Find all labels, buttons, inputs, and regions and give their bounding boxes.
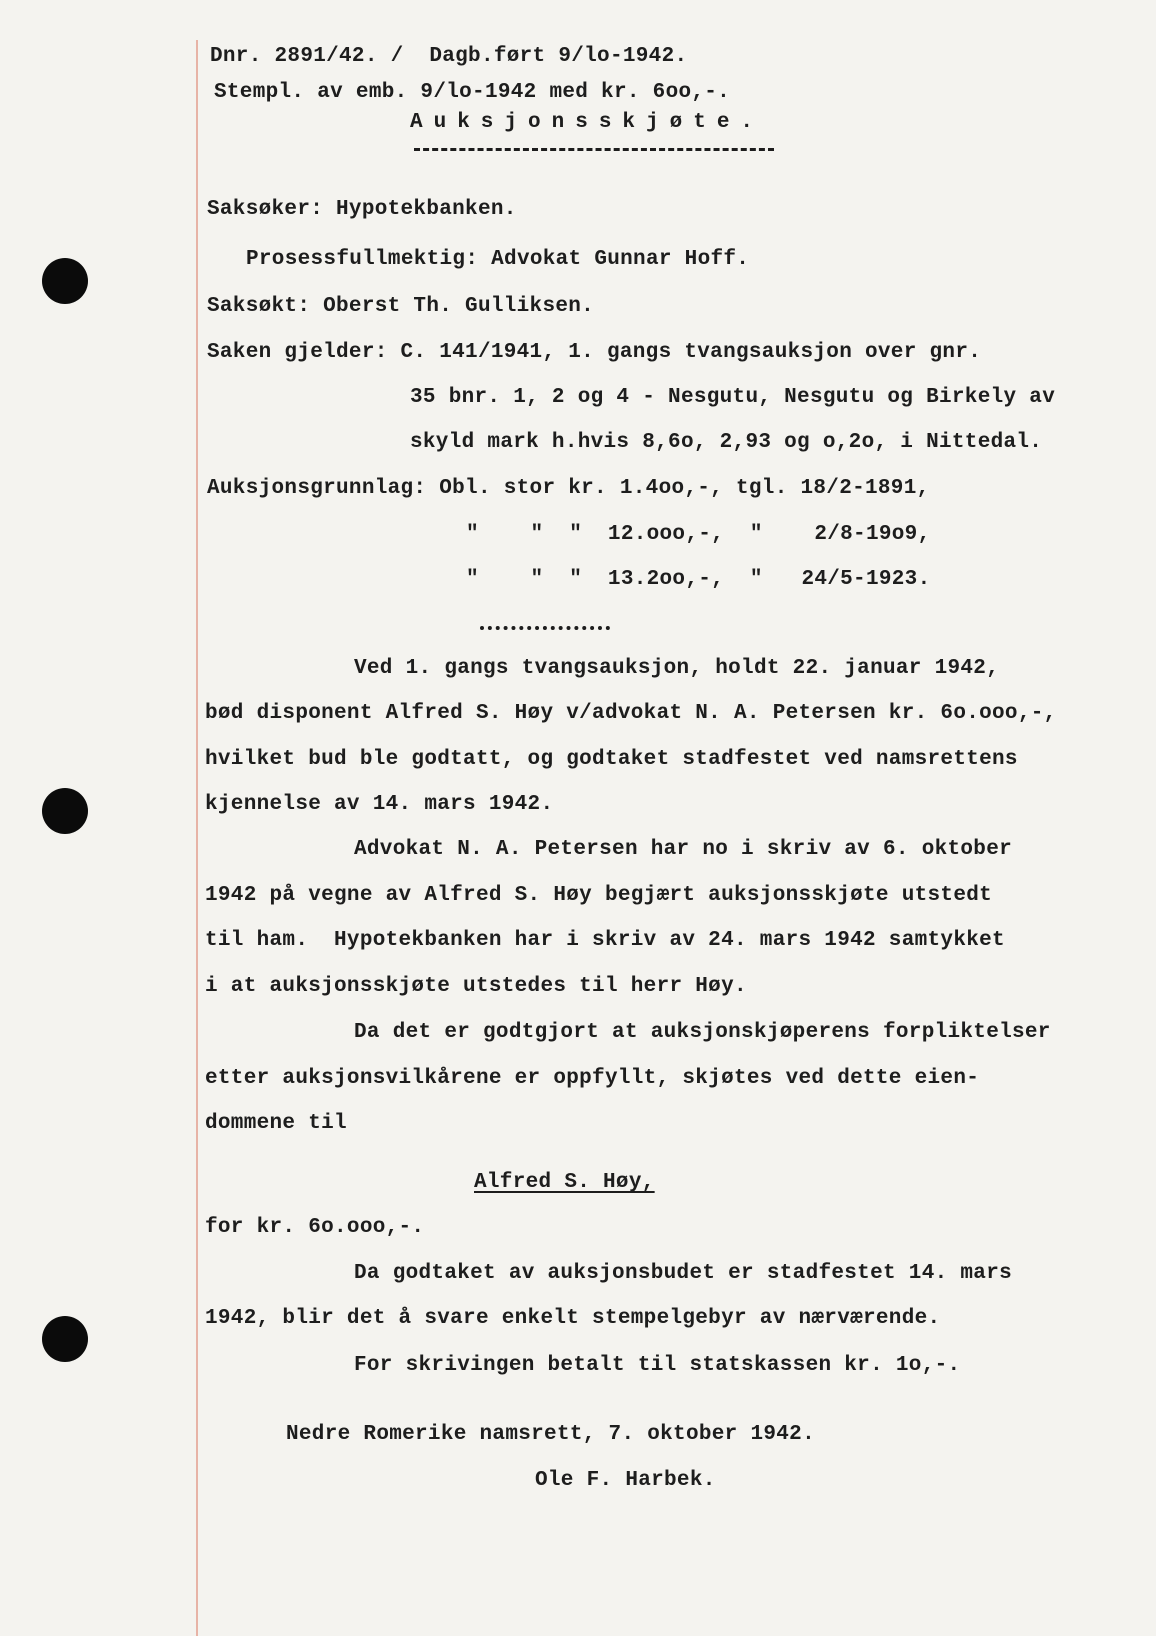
paragraph-1-line-2: bød disponent Alfred S. Høy v/advokat N. A. Petersen kr. 6o.ooo,-, <box>205 702 1057 725</box>
paragraph-3-line-3: dommene til <box>205 1112 347 1135</box>
paragraph-1-line-3: hvilket bud ble godtatt, og godtaket stadfestet ved namsrettens <box>205 748 1018 771</box>
case-line-3: skyld mark h.hvis 8,6o, 2,93 og o,2o, i Nittedal. <box>410 431 1043 454</box>
paragraph-2-line-4: i at auksjonsskjøte utstedes til herr Høy. <box>205 975 747 998</box>
case-line-2: 35 bnr. 1, 2 og 4 - Nesgutu, Nesgutu og Birkely av <box>410 386 1056 409</box>
document-title: Auksjonsskjøte. <box>410 111 765 134</box>
paragraph-4-line-1: Da godtaket av auksjonsbudet er stadfestet 14. mars <box>354 1262 1013 1285</box>
margin-line <box>196 40 198 1636</box>
title-rule <box>414 148 774 151</box>
defendant-line: Saksøkt: Oberst Th. Gulliksen. <box>207 295 595 318</box>
paragraph-4-line-2: 1942, blir det å svare enkelt stempelgebyr av nærværende. <box>205 1307 941 1330</box>
counsel-line: Prosessfullmektig: Advokat Gunnar Hoff. <box>246 248 750 271</box>
punch-hole-top <box>42 258 88 304</box>
paragraph-1-line-1: Ved 1. gangs tvangsauksjon, holdt 22. januar 1942, <box>354 657 1000 680</box>
plaintiff-line: Saksøker: Hypotekbanken. <box>207 198 517 221</box>
basis-row-2: " " " 12.ooo,-, " 2/8-19o9, <box>466 523 931 546</box>
paragraph-3-line-1: Da det er godtgjort at auksjonskjøperens forpliktelser <box>354 1021 1051 1044</box>
paragraph-1-line-4: kjennelse av 14. mars 1942. <box>205 793 554 816</box>
punch-hole-bottom <box>42 1316 88 1362</box>
basis-row-1: Auksjonsgrunnlag: Obl. stor kr. 1.4oo,-, tgl. 18/2-1891, <box>207 477 930 500</box>
header-stamp-line: Stempl. av emb. 9/lo-1942 med kr. 6oo,-. <box>214 81 731 104</box>
paragraph-2-line-2: 1942 på vegne av Alfred S. Høy begjært auksjonsskjøte utstedt <box>205 884 993 907</box>
buyer-name: Alfred S. Høy, <box>474 1171 655 1194</box>
signature-line: Ole F. Harbek. <box>535 1469 716 1492</box>
punch-hole-middle <box>42 788 88 834</box>
place-date-line: Nedre Romerike namsrett, 7. oktober 1942. <box>286 1423 815 1446</box>
paragraph-3-line-2: etter auksjonsvilkårene er oppfyllt, skjøtes ved dette eien- <box>205 1067 980 1090</box>
paragraph-5-line-1: For skrivingen betalt til statskassen kr. 1o,-. <box>354 1354 961 1377</box>
dotted-separator <box>480 626 610 630</box>
paragraph-2-line-1: Advokat N. A. Petersen har no i skriv av 6. oktober <box>354 838 1013 861</box>
price-line: for kr. 6o.ooo,-. <box>205 1216 425 1239</box>
header-register-line: Dnr. 2891/42. / Dagb.ført 9/lo-1942. <box>210 45 688 68</box>
paragraph-2-line-3: til ham. Hypotekbanken har i skriv av 24. mars 1942 samtykket <box>205 929 1005 952</box>
case-line-1: Saken gjelder: C. 141/1941, 1. gangs tvangsauksjon over gnr. <box>207 341 982 364</box>
basis-row-3: " " " 13.2oo,-, " 24/5-1923. <box>466 568 931 591</box>
